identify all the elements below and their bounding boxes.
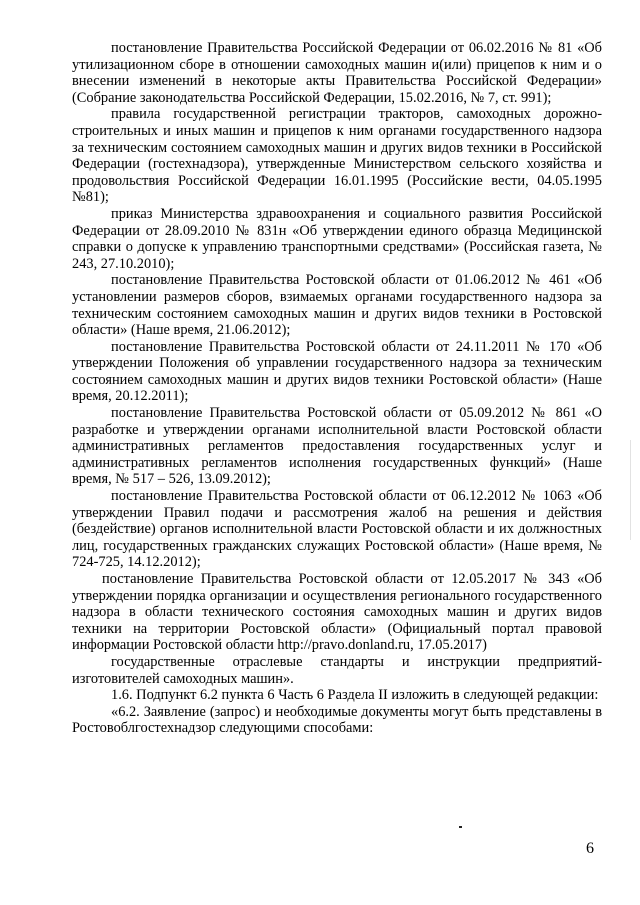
paragraph-clause-6-2: «6.2. Заявление (запрос) и необходимые документы могут быть представлены в Ростовоблгостехнадзор следующими способами:	[72, 703, 602, 737]
paragraph-decree-170: постановление Правительства Ростовской области от 24.11.2011 № 170 «Об утверждении Положения об управлении государственного надзора за техническим состоянием самоходных машин и других видов техники Ростовской области» (Наше время, 20.12.2011);	[72, 338, 602, 405]
document-body	[72, 40, 602, 737]
paragraph-clause-1-6: 1.6. Подпункт 6.2 пункта 6 Часть 6 Раздела II изложить в следующей редакции:	[111, 687, 599, 704]
paragraph-registration-rules: правила государственной регистрации тракторов, самоходных дорожно-строительных и иных машин и прицепов к ним органами государственного надзора за техническим состоянием самоходных машин и других видов техники в Российской Федерации (гостехнадзора), утвержденные Министерством сельского хозяйства и продовольствия Российской Федерации 16.01.1995 (Российские вести, 04.05.1995 №81);	[72, 106, 602, 206]
paragraph-decree-861: постановление Правительства Ростовской области от 05.09.2012 № 861 «О разработке и утверждении органами исполнительной власти Ростовской области административных регламентов предоставления государственных услуг и административных регламентов исполнения государственных функций» (Наше время, № 517 – 526, 13.09.2012);	[72, 405, 602, 488]
page-number: 6	[586, 840, 594, 857]
scan-mark	[459, 826, 462, 828]
paragraph-order-831n: приказ Министерства здравоохранения и социального развития Российской Федерации от 28.09.2010 № 831н «Об утверждении единого образца Медицинской справки о допуске к управлению транспортными средствами» (Российская газета, № 243, 27.10.2010);	[72, 205, 602, 272]
paragraph-industry-standards: государственные отраслевые стандарты и инструкции предприятий-изготовителей самоходных машин».	[72, 653, 602, 687]
paragraph-decree-343: постановление Правительства Ростовской области от 12.05.2017 № 343 «Об утверждении порядка организации и осуществления регионального государственного надзора в области технического состояния самоходных машин и других видов техники на территории Ростовской области» (Официальный портал правовой информации Ростовской области http://pravo.donland.ru, 17.05.2017)	[72, 571, 602, 654]
scan-edge-line	[630, 440, 631, 540]
paragraph-decree-81: постановление Правительства Российской Федерации от 06.02.2016 № 81 «Об утилизационном сборе в отношении самоходных машин и(или) прицепов к ним и о внесении изменений в некоторые акты Правительства Российской Федерации» (Собрание законодательства Российской Федерации, 15.02.2016, № 7, ст. 991);	[72, 40, 602, 106]
paragraph-decree-1063: постановление Правительства Ростовской области от 06.12.2012 № 1063 «Об утверждении Правил подачи и рассмотрения жалоб на решения и действия (бездействие) органов исполнительной власти Ростовской области и их должностных лиц, государственных гражданских служащих Ростовской области» (Наше время, № 724-725, 14.12.2012);	[72, 488, 602, 571]
paragraph-decree-461: постановление Правительства Ростовской области от 01.06.2012 № 461 «Об установлении размеров сборов, взимаемых органами государственного надзора за техническим состоянием самоходных машин и других видов техники в Ростовской области» (Наше время, 21.06.2012);	[72, 272, 602, 339]
